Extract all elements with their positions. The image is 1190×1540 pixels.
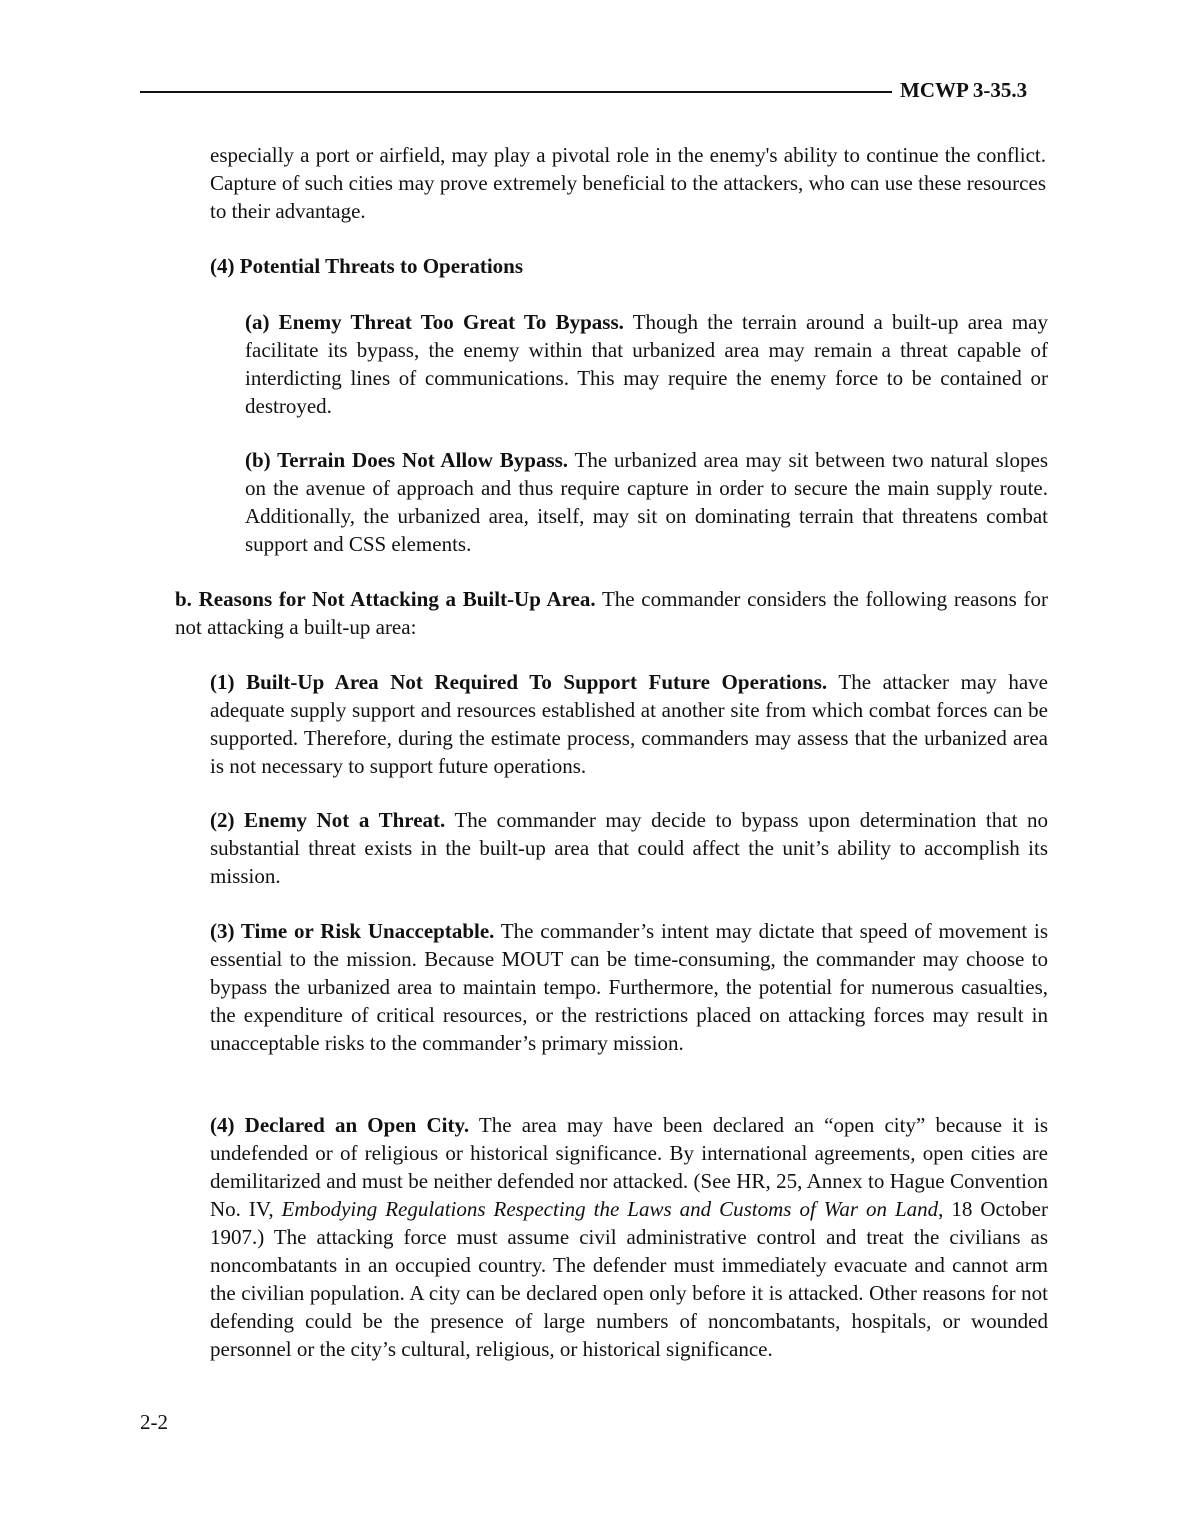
reason-3-heading: (3) Time or Risk Unacceptable. [210,919,495,943]
header-rule [140,91,892,93]
reason-3-text: The commander’s intent may dictate that speed of movement is essential to the mission. Because MOUT can be time-consuming, the commander may choose to bypass the urbanized area to maintain tempo. Furthermore, the potential for numerous casualties, the expenditure of critical resources, or the restrictions placed on attacking forces may result in unacceptable risks to the commander’s primary mission. [210,919,1048,1055]
publication-id: MCWP 3-35.3 [900,78,1028,102]
paragraph-b-text: The urbanized area may sit between two natural slopes on the avenue of approach and thus require capture in order to secure the main supply route. Additionally, the urbanized area, itself, may sit on dominating terrain that threatens combat support and CSS elements. [245,448,1048,556]
reason-4-italic-title: Embodying Regulations Respecting the Laws and Customs of War on Land [281,1197,939,1221]
page-number: 2-2 [140,1410,168,1434]
reason-3 [210,917,1048,1057]
paragraph-a-heading: (a) Enemy Threat Too Great To Bypass. [245,310,624,334]
section-4-heading-text: (4) Potential Threats to Operations [210,254,524,278]
reason-2-heading: (2) Enemy Not a Threat. [210,808,446,832]
reason-4-text-1: The area may have been declared an “open city” because it is undefended or of religious or historical significance. By international agreements, open cities are demilitarized and must be neither defended nor attacked. (See HR, 25, Annex to Hague Convention No. IV, [210,1113,1048,1221]
reason-4 [210,1111,1048,1363]
reason-4-text-2: , 18 October 1907.) The attacking force must assume civil administrative control and treat the civilians as noncombatants in an occupied country. The defender must immediately evacuate and cannot arm the civilian population. A city can be declared open only before it is attacked. Other reasons for not defending could be the presence of large numbers of noncombatants, hospitals, or wounded personnel or the city’s cultural, religious, or historical significance. [210,1197,1048,1361]
reason-2-text: The commander may decide to bypass upon determination that no substantial threat exists in the built-up area that could affect the unit’s ability to accomplish its mission. [210,808,1048,888]
paragraph-a-text: Though the terrain around a built-up area may facilitate its bypass, the enemy within that urbanized area may remain a threat capable of interdicting lines of communications. This may require the enemy force to be contained or destroyed. [245,310,1048,418]
reason-1-heading: (1) Built-Up Area Not Required To Support Future Operations. [210,670,828,694]
reason-4-heading: (4) Declared an Open City. [210,1113,470,1137]
page-header [140,76,1050,108]
intro-paragraph [210,141,1046,225]
reason-1 [210,668,1048,780]
reason-2 [210,806,1048,890]
intro-text: especially a port or airfield, may play a pivotal role in the enemy's ability to continue the conflict. Capture of such cities may prove extremely beneficial to the attackers, who can use these resources to their advantage. [210,143,1046,223]
section-4-heading [210,252,1046,280]
section-b-text: The commander considers the following reasons for not attacking a built-up area: [175,587,1048,639]
paragraph-b-heading: (b) Terrain Does Not Allow Bypass. [245,448,569,472]
section-b [175,585,1048,641]
paragraph-b [245,446,1048,558]
section-b-heading: b. Reasons for Not Attacking a Built-Up Area. [175,587,596,611]
paragraph-a [245,308,1048,420]
reason-1-text: The attacker may have adequate supply support and resources established at another site from which combat forces can be supported. Therefore, during the estimate process, commanders may assess that the urbanized area is not necessary to support future operations. [210,670,1049,778]
